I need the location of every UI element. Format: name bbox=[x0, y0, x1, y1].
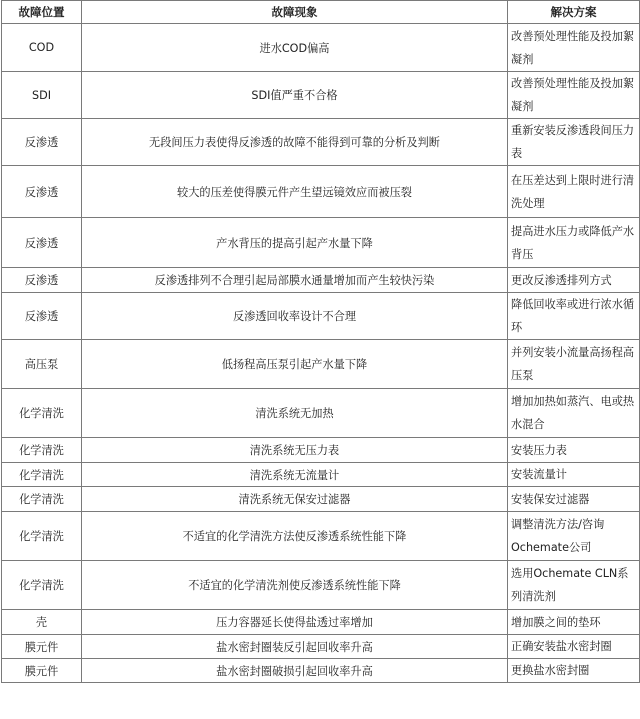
cell-phenomenon: 产水背压的提高引起产水量下降 bbox=[82, 218, 508, 268]
table-row bbox=[2, 512, 640, 561]
cell-solution: 提高进水压力或降低产水背压 bbox=[508, 218, 640, 268]
cell-solution: 改善预处理性能及投加絮凝剂 bbox=[508, 72, 640, 119]
table-row bbox=[2, 438, 640, 463]
cell-location: 高压泵 bbox=[2, 340, 82, 389]
table-row bbox=[2, 293, 640, 340]
table-row bbox=[2, 635, 640, 659]
table-row bbox=[2, 218, 640, 268]
cell-solution: 选用Ochemate CLN系列清洗剂 bbox=[508, 561, 640, 610]
cell-location: 化学清洗 bbox=[2, 561, 82, 610]
cell-location: 膜元件 bbox=[2, 659, 82, 683]
cell-phenomenon: 清洗系统无加热 bbox=[82, 389, 508, 438]
cell-solution: 正确安装盐水密封圈 bbox=[508, 635, 640, 659]
cell-phenomenon: 反渗透回收率设计不合理 bbox=[82, 293, 508, 340]
cell-location: 反渗透 bbox=[2, 268, 82, 293]
cell-solution: 降低回收率或进行浓水循环 bbox=[508, 293, 640, 340]
cell-solution: 调整清洗方法/咨询Ochemate公司 bbox=[508, 512, 640, 561]
cell-phenomenon: 清洗系统无保安过滤器 bbox=[82, 487, 508, 512]
cell-phenomenon: 盐水密封圈装反引起回收率升高 bbox=[82, 635, 508, 659]
header-phenomenon: 故障现象 bbox=[82, 1, 508, 24]
table-row bbox=[2, 389, 640, 438]
cell-location: 膜元件 bbox=[2, 635, 82, 659]
cell-phenomenon: 盐水密封圈破损引起回收率升高 bbox=[82, 659, 508, 683]
cell-phenomenon: 不适宜的化学清洗剂使反渗透系统性能下降 bbox=[82, 561, 508, 610]
table-row bbox=[2, 659, 640, 683]
cell-phenomenon: 清洗系统无流量计 bbox=[82, 463, 508, 487]
table-row bbox=[2, 487, 640, 512]
table-row bbox=[2, 24, 640, 72]
cell-solution: 安装流量计 bbox=[508, 463, 640, 487]
cell-solution: 更改反渗透排列方式 bbox=[508, 268, 640, 293]
cell-location: 反渗透 bbox=[2, 218, 82, 268]
cell-solution: 在压差达到上限时进行清洗处理 bbox=[508, 166, 640, 218]
cell-phenomenon: 反渗透排列不合理引起局部膜水通量增加而产生较快污染 bbox=[82, 268, 508, 293]
table-body bbox=[2, 24, 640, 683]
cell-solution: 安装压力表 bbox=[508, 438, 640, 463]
cell-phenomenon: 无段间压力表使得反渗透的故障不能得到可靠的分析及判断 bbox=[82, 119, 508, 166]
table-row bbox=[2, 119, 640, 166]
cell-solution: 更换盐水密封圈 bbox=[508, 659, 640, 683]
cell-solution: 增加膜之间的垫环 bbox=[508, 610, 640, 635]
cell-solution: 并列安装小流量高扬程高压泵 bbox=[508, 340, 640, 389]
header-row bbox=[2, 1, 640, 24]
cell-phenomenon: 不适宜的化学清洗方法使反渗透系统性能下降 bbox=[82, 512, 508, 561]
table-row bbox=[2, 610, 640, 635]
cell-phenomenon: 压力容器延长使得盐透过率增加 bbox=[82, 610, 508, 635]
cell-phenomenon: 低扬程高压泵引起产水量下降 bbox=[82, 340, 508, 389]
cell-location: 化学清洗 bbox=[2, 389, 82, 438]
table-row bbox=[2, 268, 640, 293]
table-row bbox=[2, 72, 640, 119]
cell-location: COD bbox=[2, 24, 82, 72]
cell-location: 化学清洗 bbox=[2, 438, 82, 463]
cell-location: 化学清洗 bbox=[2, 463, 82, 487]
cell-solution: 安装保安过滤器 bbox=[508, 487, 640, 512]
cell-location: 壳 bbox=[2, 610, 82, 635]
header-solution: 解决方案 bbox=[508, 1, 640, 24]
cell-location: 化学清洗 bbox=[2, 512, 82, 561]
cell-location: 化学清洗 bbox=[2, 487, 82, 512]
cell-location: 反渗透 bbox=[2, 293, 82, 340]
cell-solution: 重新安装反渗透段间压力表 bbox=[508, 119, 640, 166]
table-row bbox=[2, 463, 640, 487]
header-location: 故障位置 bbox=[2, 1, 82, 24]
table-row bbox=[2, 166, 640, 218]
cell-solution: 改善预处理性能及投加絮凝剂 bbox=[508, 24, 640, 72]
cell-phenomenon: 较大的压差使得膜元件产生望远镜效应而被压裂 bbox=[82, 166, 508, 218]
cell-phenomenon: SDI值严重不合格 bbox=[82, 72, 508, 119]
fault-table bbox=[1, 0, 640, 683]
cell-solution: 增加加热如蒸汽、电或热水混合 bbox=[508, 389, 640, 438]
table-row bbox=[2, 340, 640, 389]
cell-phenomenon: 进水COD偏高 bbox=[82, 24, 508, 72]
cell-location: SDI bbox=[2, 72, 82, 119]
cell-location: 反渗透 bbox=[2, 166, 82, 218]
cell-phenomenon: 清洗系统无压力表 bbox=[82, 438, 508, 463]
table-row bbox=[2, 561, 640, 610]
cell-location: 反渗透 bbox=[2, 119, 82, 166]
